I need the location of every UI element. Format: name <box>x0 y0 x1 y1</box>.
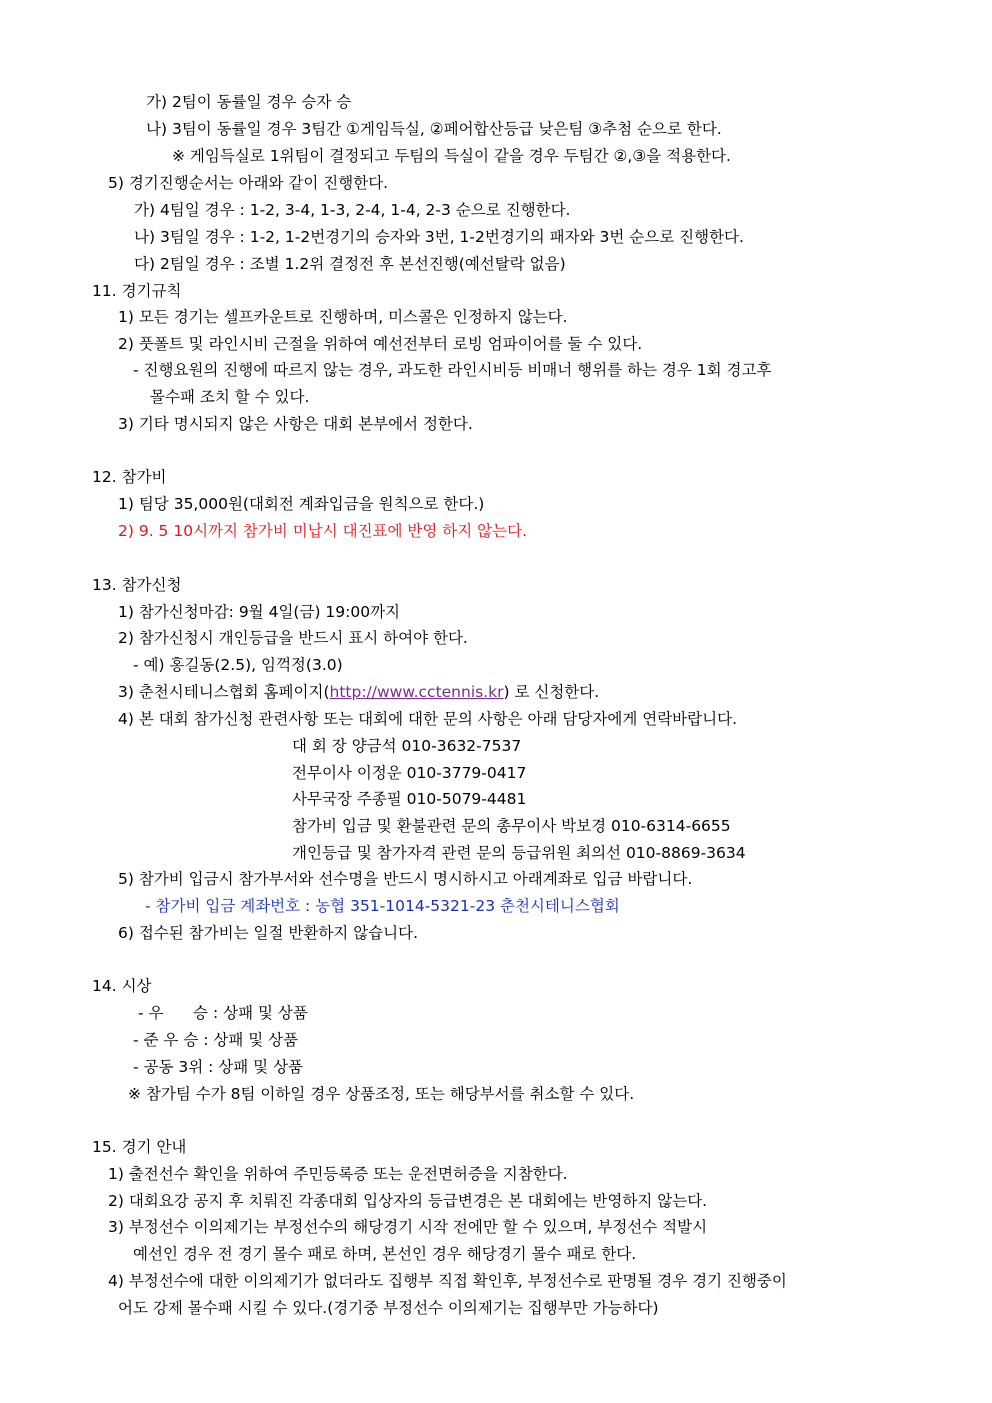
guide-forfeit: 4) 부정선수에 대한 이의제기가 없더라도 집행부 직접 확인후, 부정선수로 판명될 경우 경기 진행중이 <box>108 1272 787 1290</box>
match-order-heading: 5) 경기진행순서는 아래와 같이 진행한다. <box>108 174 389 192</box>
contact-chairman: 대 회 장 양금석 010-3632-7537 <box>292 737 522 755</box>
guide-objection-cont: 예선인 경우 전 경기 몰수 패로 하며, 본선인 경우 해당경기 몰수 패로 한다. <box>133 1245 637 1263</box>
guide-id-card: 1) 출전선수 확인을 위하여 주민등록증 또는 운전면허증을 지참한다. <box>108 1165 568 1183</box>
contact-executive-director: 전무이사 이정운 010-3779-0417 <box>292 764 527 782</box>
prize-third-place: - 공동 3위 : 상패 및 상품 <box>133 1058 304 1076</box>
website-link[interactable]: http://www.cctennis.kr <box>329 683 504 701</box>
match-order-3-teams: 나) 3팀일 경우 : 1-2, 1-2번경기의 승자와 3번, 1-2번경기의 패자와 3번 순으로 진행한다. <box>134 228 744 246</box>
section-13-title: 13. 참가신청 <box>92 576 182 594</box>
application-grade-rule: 2) 참가신청시 개인등급을 반드시 표시 하여야 한다. <box>118 629 468 647</box>
guide-grade-change: 2) 대회요강 공지 후 치뤄진 각종대회 입상자의 등급변경은 본 대회에는 반영하지 않는다. <box>108 1192 708 1210</box>
section-12-title: 12. 참가비 <box>92 468 167 486</box>
prize-runner-up: - 준 우 승 : 상패 및 상품 <box>133 1031 299 1049</box>
rule-tie-2-teams: 가) 2팀이 동률일 경우 승자 승 <box>146 93 352 111</box>
section-15-title: 15. 경기 안내 <box>92 1138 187 1156</box>
prize-note: ※ 참가팀 수가 8팀 이하일 경우 상품조정, 또는 해당부서를 취소할 수 있다. <box>128 1085 635 1103</box>
section-14-title: 14. 시상 <box>92 977 152 995</box>
application-example: - 예) 홍길동(2.5), 임꺽정(3.0) <box>133 656 343 674</box>
prize-winner: - 우 승 : 상패 및 상품 <box>138 1004 308 1022</box>
rule-self-count: 1) 모든 경기는 셀프카운트로 진행하며, 미스콜은 인정하지 않는다. <box>118 308 568 326</box>
rule-tie-3-teams: 나) 3팀이 동률일 경우 3팀간 ①게임득실, ②페어합산등급 낮은팀 ③추첨 순으로 한다. <box>146 120 722 138</box>
guide-forfeit-cont: 어도 강제 몰수패 시킬 수 있다.(경기중 부정선수 이의제기는 집행부만 가능하다) <box>118 1299 659 1317</box>
fee-amount: 1) 팀당 35,000원(대회전 계좌입금을 원칙으로 한다.) <box>118 495 485 513</box>
rule-warning: - 진행요원의 진행에 따르지 않는 경우, 과도한 라인시비등 비매너 행위를 하는 경우 1회 경고후 <box>133 361 772 379</box>
bank-account: - 참가비 입금 계좌번호 : 농협 351-1014-5321-23 춘천시테니스협회 <box>145 897 620 915</box>
rule-other: 3) 기타 명시되지 않은 사항은 대회 본부에서 정한다. <box>118 415 473 433</box>
application-deadline: 1) 참가신청마감: 9월 4일(금) 19:00까지 <box>118 603 401 621</box>
website-text-after: ) 로 신청한다. <box>503 683 600 701</box>
guide-objection: 3) 부정선수 이의제기는 부정선수의 해당경기 시작 전에만 할 수 있으며, 부정선수 적발시 <box>108 1218 708 1236</box>
contact-intro: 4) 본 대회 참가신청 관련사항 또는 대회에 대한 문의 사항은 아래 담당자에게 연락바랍니다. <box>118 710 737 728</box>
rule-warning-cont: 몰수패 조치 할 수 있다. <box>150 388 310 406</box>
match-order-4-teams: 가) 4팀일 경우 : 1-2, 3-4, 1-3, 2-4, 1-4, 2-3 순으로 진행한다. <box>134 201 571 219</box>
rule-roving-umpire: 2) 풋폴트 및 라인시비 근절을 위하여 예선전부터 로빙 엄파이어를 둘 수 있다. <box>118 335 643 353</box>
section-11-title: 11. 경기규칙 <box>92 282 182 300</box>
match-order-2-teams: 다) 2팀일 경우 : 조별 1.2위 결정전 후 본선진행(예선탈락 없음) <box>134 255 566 273</box>
contact-fee-inquiry: 참가비 입금 및 환불관련 문의 총무이사 박보경 010-6314-6655 <box>292 817 731 835</box>
payment-instruction: 5) 참가비 입금시 참가부서와 선수명을 반드시 명시하시고 아래계좌로 입금 바랍니다. <box>118 870 693 888</box>
rule-tie-note: ※ 게임득실로 1위팀이 결정되고 두팀의 득실이 같을 경우 두팀간 ②,③을 적용한다. <box>172 147 731 165</box>
contact-grade-inquiry: 개인등급 및 참가자격 관련 문의 등급위원 최의선 010-8869-3634 <box>292 844 746 862</box>
website-text-before: 3) 춘천시테니스협회 홈페이지( <box>118 683 330 701</box>
no-refund-notice: 6) 접수된 참가비는 일절 반환하지 않습니다. <box>118 924 419 942</box>
fee-deadline-notice: 2) 9. 5 10시까지 참가비 미납시 대진표에 반영 하지 않는다. <box>118 522 528 540</box>
contact-secretary-general: 사무국장 주종필 010-5079-4481 <box>292 790 527 808</box>
application-website-line <box>118 682 599 702</box>
